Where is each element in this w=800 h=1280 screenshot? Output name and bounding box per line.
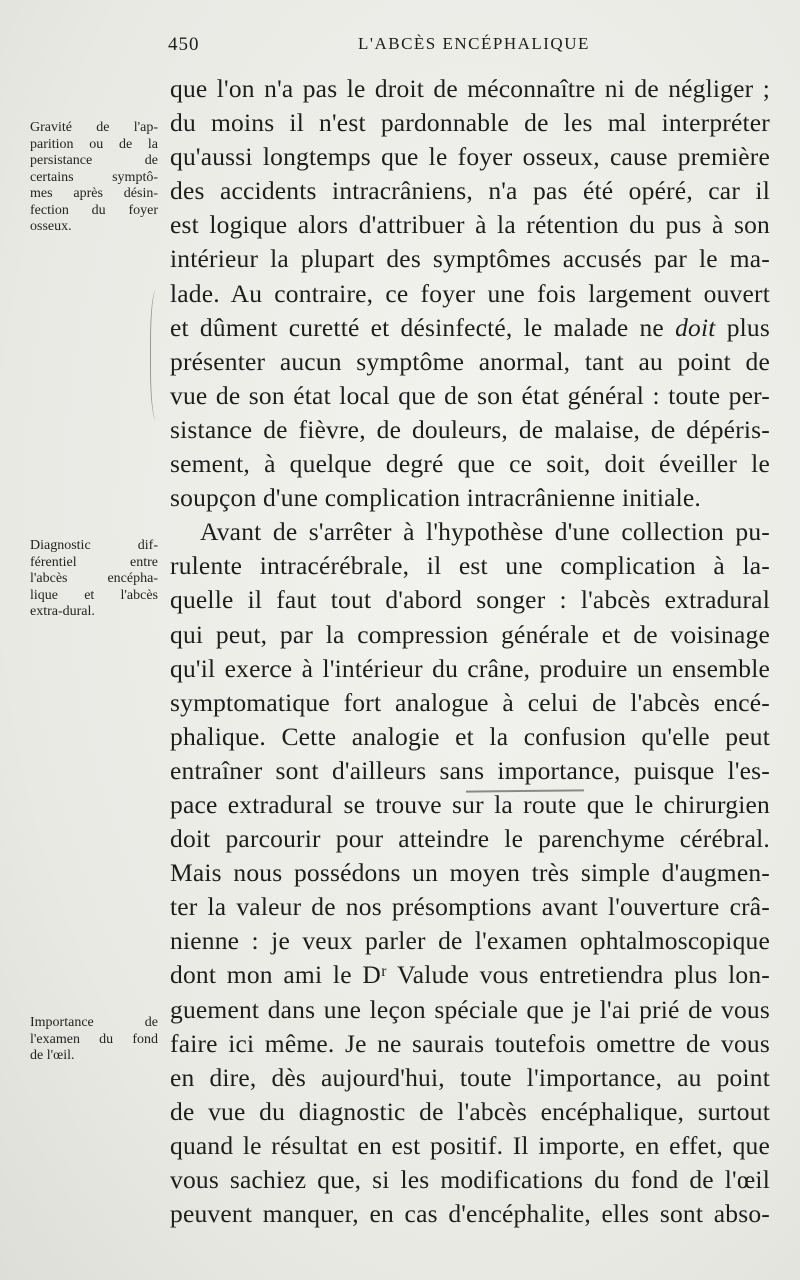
text-line: lade. Au contraire, ce foyer une fois largement ouvert bbox=[170, 278, 770, 308]
text-line: dont mon ami le Dʳ Valude vous entretiendra plus lon- bbox=[170, 960, 770, 990]
margin-note-importance bbox=[30, 1015, 158, 1065]
text-line: pace extradural se trouve sur la route que le chirurgien bbox=[170, 789, 770, 819]
text-line: en dire, dès aujourd'hui, toute l'importance, au point bbox=[170, 1062, 770, 1092]
text-line: des accidents intracrâniens, n'a pas été opéré, car il bbox=[170, 176, 770, 206]
margin-note-line: extra-dural. bbox=[30, 604, 95, 619]
margin-note-line: mes après désin- bbox=[30, 186, 158, 201]
text-line: entraîner sont d'ailleurs sans importance, puisque l'es- bbox=[170, 755, 770, 785]
margin-note-line: Diagnostic dif- bbox=[30, 538, 158, 553]
text-line: nienne : je veux parler de l'examen ophtalmoscopique bbox=[170, 926, 770, 956]
text-line: qu'aussi longtemps que le foyer osseux, cause première bbox=[170, 142, 770, 172]
text-line: faire ici même. Je ne saurais toutefois omettre de vous bbox=[170, 1028, 770, 1058]
margin-note-line: fection du foyer bbox=[30, 202, 158, 218]
text-line: sement, à quelque degré que ce soit, doit éveiller le bbox=[170, 449, 770, 479]
pencil-bracket-mark bbox=[150, 290, 165, 420]
text-line: soupçon d'une complication intracrânienne initiale. bbox=[170, 483, 701, 513]
text-line: de vue du diagnostic de l'abcès encéphalique, surtout bbox=[170, 1096, 770, 1126]
text-line: que l'on n'a pas le droit de méconnaître ni de négliger ; bbox=[170, 74, 770, 103]
text-line: rulente intracérébrale, il est une complication à la- bbox=[170, 551, 770, 581]
text-line: est logique alors d'attribuer à la rétention du pus à son bbox=[170, 210, 770, 240]
running-title: L'ABCÈS ENCÉPHALIQUE bbox=[358, 34, 590, 53]
text-line: du moins il n'est pardonnable de les mal interpréter bbox=[170, 108, 770, 138]
margin-note-line: certains symptô- bbox=[30, 169, 158, 185]
margin-note-line: l'examen du fond bbox=[30, 1031, 158, 1047]
body-text bbox=[170, 72, 770, 1231]
page-header bbox=[168, 30, 768, 60]
text-line: qu'il exerce à l'intérieur du crâne, produire un ensemble bbox=[170, 653, 770, 683]
text-line-segment: et dûment curetté et désinfecté, le malade ne bbox=[170, 312, 664, 342]
text-line: intérieur la plupart des symptômes accusés par le ma- bbox=[170, 244, 770, 274]
margin-note-line: Gravité de l'ap- bbox=[30, 120, 158, 135]
text-line: symptomatique fort analogue à celui de l'abcès encé- bbox=[170, 687, 770, 717]
margin-note-line: persistance de bbox=[30, 153, 158, 168]
text-line: vue de son état local que de son état général : toute per- bbox=[170, 380, 770, 410]
margin-note-line: de l'œil. bbox=[30, 1048, 75, 1063]
margin-note-line: Importance de bbox=[30, 1015, 158, 1030]
text-line: quand le résultat en est positif. Il importe, en effet, que bbox=[170, 1130, 770, 1160]
text-line: doit parcourir pour atteindre le parenchyme cérébral. bbox=[170, 824, 770, 854]
text-line: quelle il faut tout d'abord songer : l'abcès extradural bbox=[170, 585, 770, 615]
text-line: vous sachiez que, si les modifications du fond de l'œil bbox=[170, 1165, 770, 1194]
text-line-segment: plus bbox=[726, 312, 770, 342]
text-line: Avant de s'arrêter à l'hypothèse d'une collection pu- bbox=[200, 517, 770, 547]
margin-note-line: parition ou de la bbox=[30, 136, 158, 152]
margin-note-line: férentiel entre bbox=[30, 554, 158, 570]
text-line: guement dans une leçon spéciale que je l'ai prié de vous bbox=[170, 994, 770, 1024]
margin-note-line: lique et l'abcès bbox=[30, 587, 158, 603]
text-line-with-italic bbox=[170, 311, 770, 345]
italic-word: doit bbox=[675, 312, 716, 342]
margin-note-gravite bbox=[30, 120, 158, 236]
text-line: présenter aucun symptôme anormal, tant au point de bbox=[170, 346, 770, 376]
margin-note-line: l'abcès encépha- bbox=[30, 571, 158, 586]
text-line: peuvent manquer, en cas d'encéphalite, elles sont abso- bbox=[170, 1199, 770, 1229]
text-line: phalique. Cette analogie et la confusion qu'elle peut bbox=[170, 721, 770, 751]
page-number: 450 bbox=[168, 34, 200, 55]
text-line: qui peut, par la compression générale et de voisinage bbox=[170, 619, 770, 649]
margin-note-diagnostic bbox=[30, 538, 158, 621]
text-line: sistance de fièvre, de douleurs, de malaise, de dépéris- bbox=[170, 414, 770, 444]
text-line: ter la valeur de nos présomptions avant l'ouverture crâ- bbox=[170, 892, 770, 922]
text-line: Mais nous possédons un moyen très simple d'augmen- bbox=[170, 858, 770, 888]
margin-note-line: osseux. bbox=[30, 219, 72, 234]
